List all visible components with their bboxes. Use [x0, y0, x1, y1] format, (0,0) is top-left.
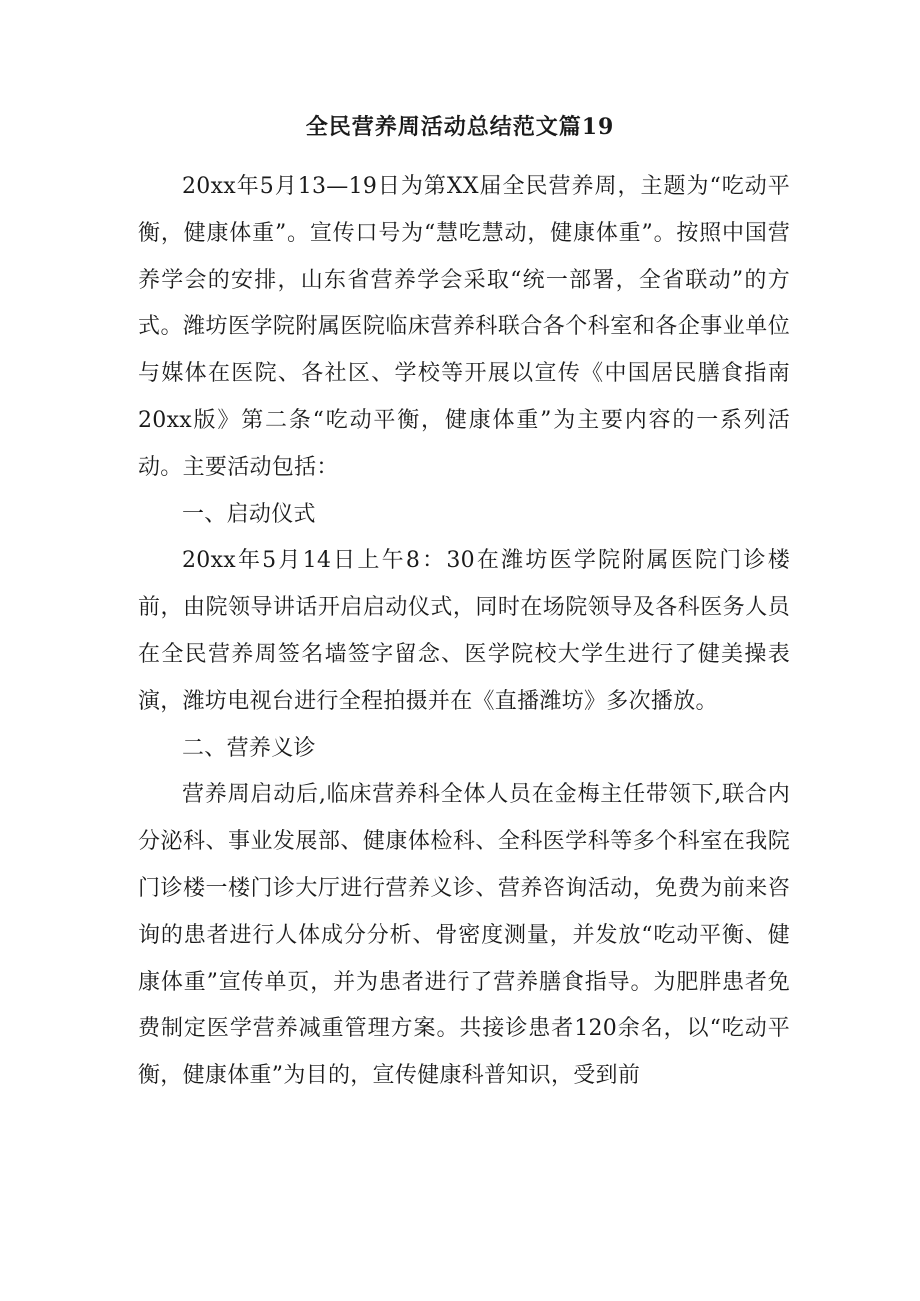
- paragraph-intro: 20xx年5月13—19日为第XX届全民营养周，主题为“吃动平衡，健康体重”。宣传口号为“慧吃慧动，健康体重”。按照中国营养学会的安排，山东省营养学会采取“统一部署，全省联动”的方式。潍坊医学院附属医院临床营养科联合各个科室和各企事业单位与媒体在医院、各社区、学校等开展以宣传《中国居民膳食指南20xx版》第二条“吃动平衡，健康体重”为主要内容的一系列活动。主要活动包括：: [138, 174, 790, 480]
- paragraph-launch-ceremony: 20xx年5月14日上午8：30在潍坊医学院附属医院门诊楼前，由院领导讲话开启启动仪式，同时在场院领导及各科医务人员在全民营养周签名墙签字留念、医学院校大学生进行了健美操表演，潍坊电视台进行全程拍摄并在《直播潍坊》多次播放。: [138, 548, 790, 714]
- section-heading-nutrition-clinic: 二、营养义诊: [182, 735, 316, 761]
- document-body: [138, 164, 790, 1100]
- document-title: 全民营养周活动总结范文篇19: [305, 114, 615, 140]
- section-heading-launch-ceremony: 一、启动仪式: [182, 501, 316, 527]
- paragraph-nutrition-clinic: 营养周启动后,临床营养科全体人员在金梅主任带领下,联合内分泌科、事业发展部、健康体检科、全科医学科等多个科室在我院门诊楼一楼门诊大厅进行营养义诊、营养咨询活动，免费为前来咨询的患者进行人体成分分析、骨密度测量，并发放“吃动平衡、健康体重”宣传单页，并为患者进行了营养膳食指导。为肥胖患者免费制定医学营养减重管理方案。共接诊患者120余名，以“吃动平衡，健康体重”为目的，宣传健康科普知识，受到前: [138, 782, 790, 1089]
